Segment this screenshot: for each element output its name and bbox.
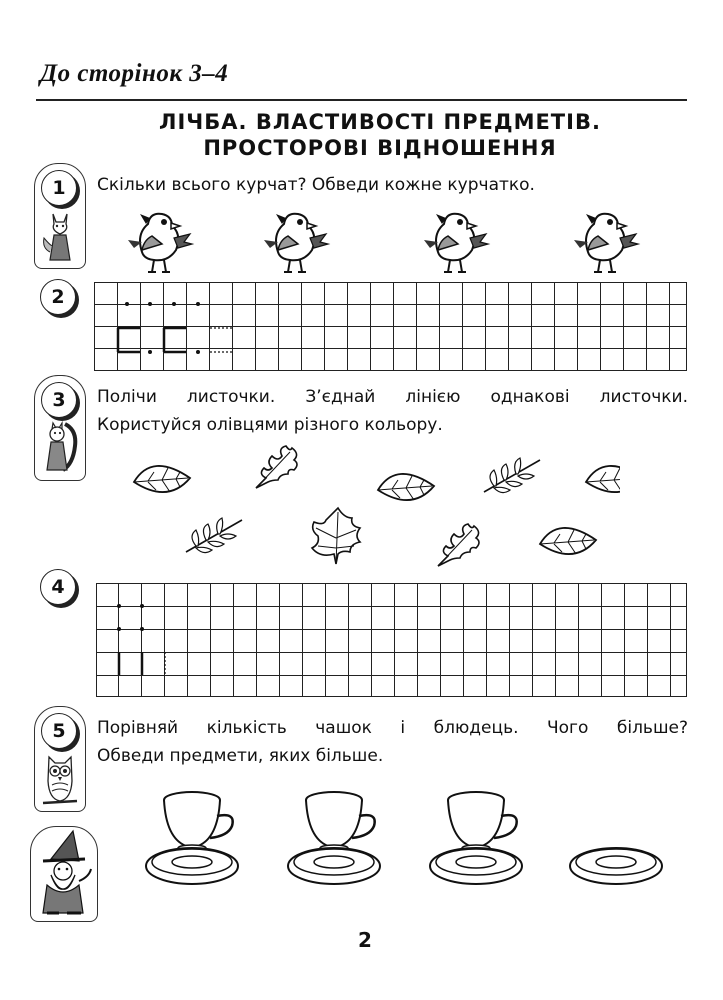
task-3-text-line1: Полічи листочки. З’єднай лінією однакові листочки. (97, 387, 688, 407)
saucer (288, 848, 380, 884)
task-2-grid[interactable] (94, 282, 690, 372)
cup (164, 792, 233, 851)
lesson-title-line2: ПРОСТОРОВІ ВІДНОШЕННЯ (203, 136, 557, 160)
oak-leaf (438, 524, 479, 566)
maple-leaf (312, 508, 360, 564)
task-number: 5 (41, 713, 77, 749)
task-number: 4 (40, 569, 76, 605)
saucer (430, 848, 522, 884)
task-1-badge (34, 163, 86, 269)
saucer (146, 848, 238, 884)
cup (448, 792, 517, 851)
cups-and-saucers (140, 780, 680, 900)
gnome-badge (30, 826, 98, 922)
task-3-badge (34, 375, 86, 481)
oval-leaf (134, 466, 190, 492)
gnome-icon (33, 829, 95, 917)
lesson-title-line1: ЛІЧБА. ВЛАСТИВОСТІ ПРЕДМЕТІВ. (159, 110, 601, 134)
fern-leaf (186, 518, 242, 553)
task-4-badge (34, 563, 84, 607)
cup (306, 792, 375, 851)
task-2-badge (34, 273, 84, 317)
squirrel-icon (41, 420, 79, 476)
chick (424, 214, 488, 272)
task-number: 2 (40, 279, 76, 315)
fox-teacher-icon (41, 208, 79, 264)
task-1-text: Скільки всього курчат? Обведи кожне курчатко. (97, 175, 535, 195)
page-number: 2 (358, 928, 372, 952)
header-divider (36, 99, 687, 101)
task-4-grid[interactable] (96, 583, 690, 699)
oval-leaf (540, 528, 596, 554)
oak-leaf (256, 446, 297, 488)
task-5-text-line2: Обведи предмети, яких більше. (97, 746, 384, 766)
leaves-area (120, 440, 620, 580)
saucer (570, 848, 662, 884)
task-number: 3 (41, 382, 77, 418)
task-5-text-line1: Порівняй кількість чашок і блюдець. Чого більше? (97, 718, 688, 738)
section-reference: До сторінок 3–4 (40, 60, 229, 87)
fern-leaf (484, 458, 540, 493)
chick (264, 214, 328, 272)
task-5-badge (34, 706, 86, 812)
task-3-text-line2: Користуйся олівцями різного кольору. (97, 415, 443, 435)
oval-leaf (378, 474, 434, 500)
chick (128, 214, 192, 272)
owl-icon (41, 751, 79, 807)
task-number: 1 (41, 170, 77, 206)
chicks-row (120, 200, 700, 280)
chick (574, 214, 638, 272)
oval-leaf (586, 466, 620, 492)
